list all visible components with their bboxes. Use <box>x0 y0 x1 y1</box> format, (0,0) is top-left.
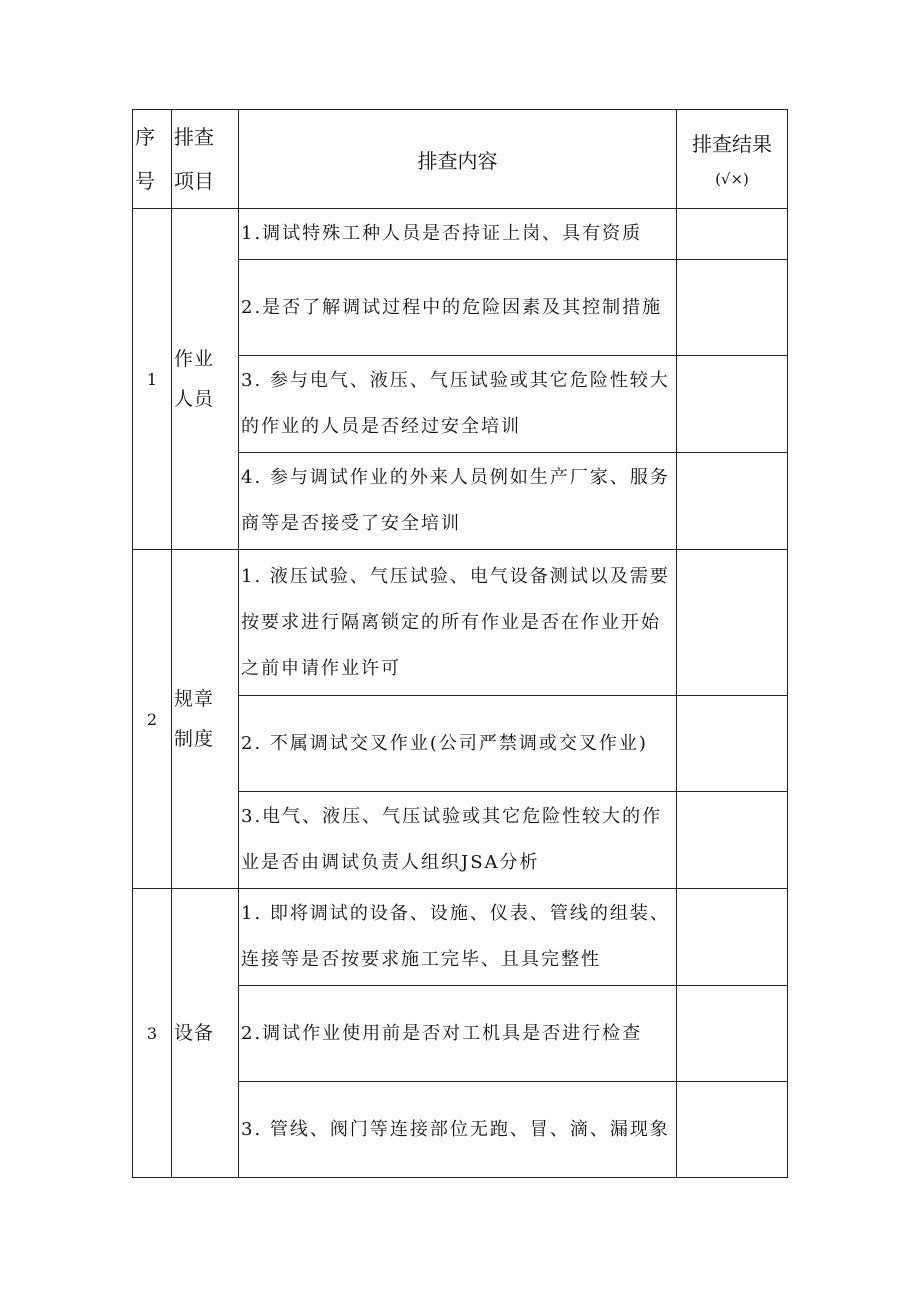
header-result-title: 排查结果 <box>692 132 772 156</box>
result-cell[interactable] <box>677 356 788 453</box>
group-number: 3 <box>133 889 172 1178</box>
result-cell[interactable] <box>677 792 788 889</box>
result-cell[interactable] <box>677 260 788 356</box>
result-cell[interactable] <box>677 889 788 986</box>
content-cell: 2.是否了解调试过程中的危险因素及其控制措施 <box>239 260 677 356</box>
content-cell: 2.调试作业使用前是否对工机具是否进行检查 <box>239 986 677 1082</box>
content-cell: 2. 不属调试交叉作业(公司严禁调或交叉作业) <box>239 696 677 792</box>
group-item-line2: 制度 <box>174 728 215 750</box>
content-cell: 1.调试特殊工种人员是否持证上岗、具有资质 <box>239 209 677 260</box>
group-item <box>172 550 239 889</box>
header-content: 排查内容 <box>239 110 677 209</box>
group-item-line1: 规章 <box>174 688 215 710</box>
result-cell[interactable] <box>677 696 788 792</box>
table-row <box>133 889 788 986</box>
result-cell[interactable] <box>677 986 788 1082</box>
result-cell[interactable] <box>677 453 788 550</box>
header-item <box>172 110 239 209</box>
content-cell: 1. 液压试验、气压试验、电气设备测试以及需要按要求进行隔离锁定的所有作业是否在作业开始之前申请作业许可 <box>239 550 677 696</box>
result-cell[interactable] <box>677 1082 788 1178</box>
header-item-line1: 排查 <box>174 125 214 149</box>
header-row <box>133 110 788 209</box>
table-row <box>133 209 788 260</box>
group-item <box>172 889 239 1178</box>
content-cell: 1. 即将调试的设备、设施、仪表、管线的组装、连接等是否按要求施工完毕、且具完整性 <box>239 889 677 986</box>
group-item-line1: 设备 <box>174 1022 215 1044</box>
content-cell: 3. 参与电气、液压、气压试验或其它危险性较大的作业的人员是否经过安全培训 <box>239 356 677 453</box>
header-result <box>677 110 788 209</box>
header-number <box>133 110 172 209</box>
result-cell[interactable] <box>677 209 788 260</box>
result-cell[interactable] <box>677 550 788 696</box>
table-row <box>133 550 788 696</box>
group-number: 1 <box>133 209 172 550</box>
group-number: 2 <box>133 550 172 889</box>
content-cell: 3. 管线、阀门等连接部位无跑、冒、滴、漏现象 <box>239 1082 677 1178</box>
group-item-line2: 人员 <box>174 388 215 410</box>
header-number-line2: 号 <box>135 169 155 193</box>
group-item <box>172 209 239 550</box>
header-item-line2: 项目 <box>174 169 214 193</box>
content-cell: 3.电气、液压、气压试验或其它危险性较大的作业是否由调试负责人组织JSA分析 <box>239 792 677 889</box>
content-cell: 4. 参与调试作业的外来人员例如生产厂家、服务商等是否接受了安全培训 <box>239 453 677 550</box>
group-item-line1: 作业 <box>174 348 215 370</box>
header-number-line1: 序 <box>135 125 155 149</box>
header-result-mark: (√×) <box>715 170 749 188</box>
inspection-table <box>132 109 788 1178</box>
